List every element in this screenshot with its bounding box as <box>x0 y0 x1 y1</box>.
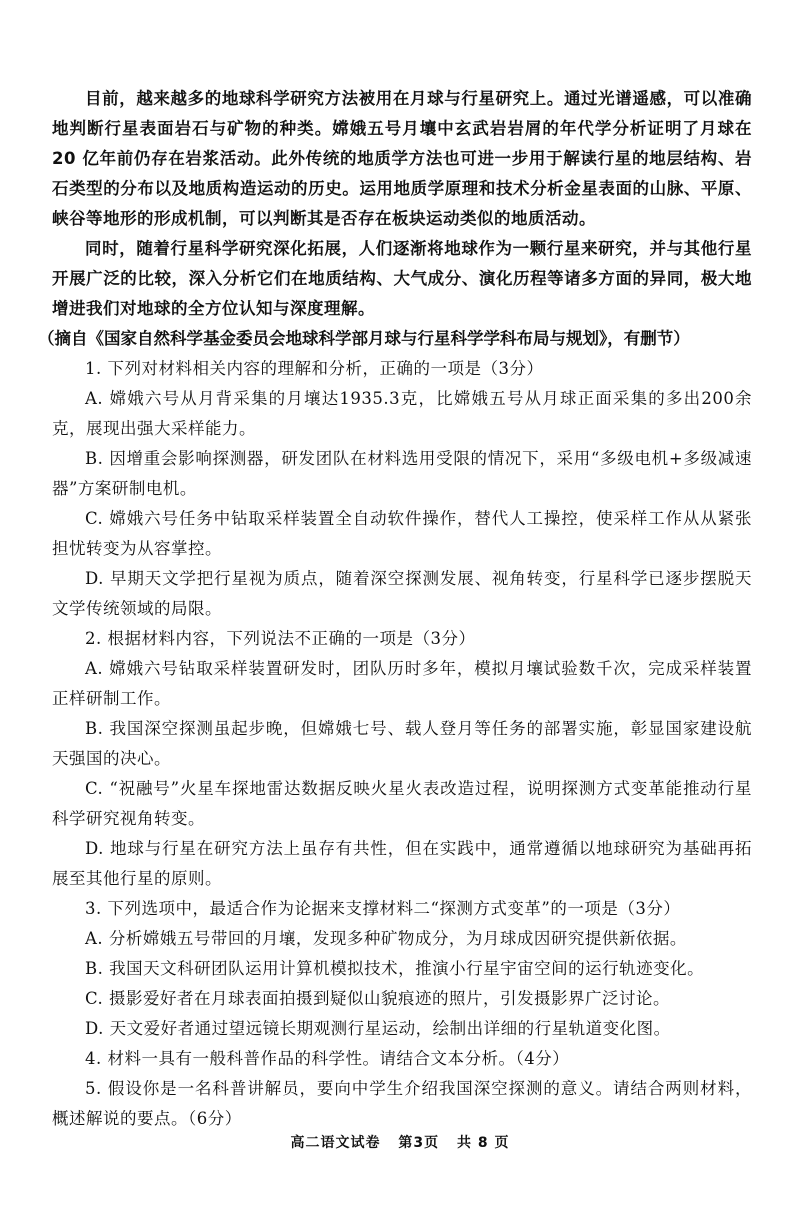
question-3-option-b: B. 我国天文科研团队运用计算机模拟技术，推演小行星宇宙空间的运行轨迹变化。 <box>85 959 705 978</box>
passage-paragraph-2: 同时，随着行星科学研究深化拓展，人们逐渐将地球作为一颗行星来研究，并与其他行星开展广泛的比较，深入分析它们在地质结构、大气成分、演化历程等诸多方面的异同，极大地增进我们对地球的全方位认知与深度理解。 <box>52 239 752 318</box>
question-1-option-c: C. 嫦娥六号任务中钻取采样装置全自动软件操作，替代人工操控，使采样工作从从紧张担忧转变为从容掌控。 <box>52 509 752 558</box>
question-1-stem: 1. 下列对材料相关内容的理解和分析，正确的一项是（3分） <box>85 359 544 378</box>
question-2-option-b: B. 我国深空探测虽起步晚，但嫦娥七号、载人登月等任务的部署实施，彰显国家建设航天强国的决心。 <box>52 719 752 768</box>
footer-total-pages: 共 8 页 <box>457 1135 510 1151</box>
page-footer <box>0 1132 800 1152</box>
question-1-option-d: D. 早期天文学把行星视为质点，随着深空探测发展、视角转变，行星科学已逐步摆脱天文学传统领域的局限。 <box>52 569 752 618</box>
footer-subject: 高二语文试卷 <box>290 1135 381 1151</box>
question-1-option-b: B. 因增重会影响探测器，研发团队在材料选用受限的情况下，采用“多级电机+多级减速器”方案研制电机。 <box>52 449 752 498</box>
question-5-stem: 5. 假设你是一名科普讲解员，要向中学生介绍我国深空探测的意义。请结合两则材料，概述解说的要点。（6分） <box>52 1079 752 1128</box>
question-4-stem: 4. 材料一具有一般科普作品的科学性。请结合文本分析。（4分） <box>85 1049 570 1068</box>
question-3-option-d: D. 天文爱好者通过望远镜长期观测行星运动，绘制出详细的行星轨道变化图。 <box>85 1019 671 1038</box>
question-2-stem: 2. 根据材料内容，下列说法不正确的一项是（3分） <box>85 629 476 648</box>
question-2-option-d: D. 地球与行星在研究方法上虽存有共性，但在实践中，通常遵循以地球研究为基础再拓展至其他行星的原则。 <box>52 839 752 888</box>
footer-page-number: 第3页 <box>398 1135 440 1151</box>
question-2-option-a: A. 嫦娥六号钻取采样装置研发时，团队历时多年，模拟月壤试验数千次，完成采样装置正样研制工作。 <box>52 659 752 708</box>
exam-page <box>38 84 752 1134</box>
question-3-option-c: C. 摄影爱好者在月球表面拍摄到疑似山貌痕迹的照片，引发摄影界广泛讨论。 <box>85 989 671 1008</box>
passage-source: （摘自《国家自然科学基金委员会地球科学部月球与行星科学学科布局与规划》，有删节） <box>38 329 690 348</box>
passage-paragraph-1: 目前，越来越多的地球科学研究方法被用在月球与行星研究上。通过光谱遥感，可以准确地判断行星表面岩石与矿物的种类。嫦娥五号月壤中玄武岩岩屑的年代学分析证明了月球在 20 亿年前仍存在岩浆活动。此外传统的地质学方法也可进一步用于解读行星的地层结构、岩石类型的分布以及地质构造运动的历史。运用地质学原理和技术分析金星表面的山脉、平原、峡谷等地形的形成机制，可以判断其是否存在板块运动类似的地质活动。 <box>52 89 752 228</box>
question-3-option-a: A. 分析嫦娥五号带回的月壤，发现多种矿物成分，为月球成因研究提供新依据。 <box>85 929 687 948</box>
question-1-option-a: A. 嫦娥六号从月背采集的月壤达1935.3克，比嫦娥五号从月球正面采集的多出200余克，展现出强大采样能力。 <box>52 389 752 438</box>
question-3-stem: 3. 下列选项中，最适合作为论据来支撑材料二“探测方式变革”的一项是（3分） <box>85 899 681 918</box>
question-2-option-c: C. “祝融号”火星车探地雷达数据反映火星火表改造过程，说明探测方式变革能推动行星科学研究视角转变。 <box>52 779 752 828</box>
